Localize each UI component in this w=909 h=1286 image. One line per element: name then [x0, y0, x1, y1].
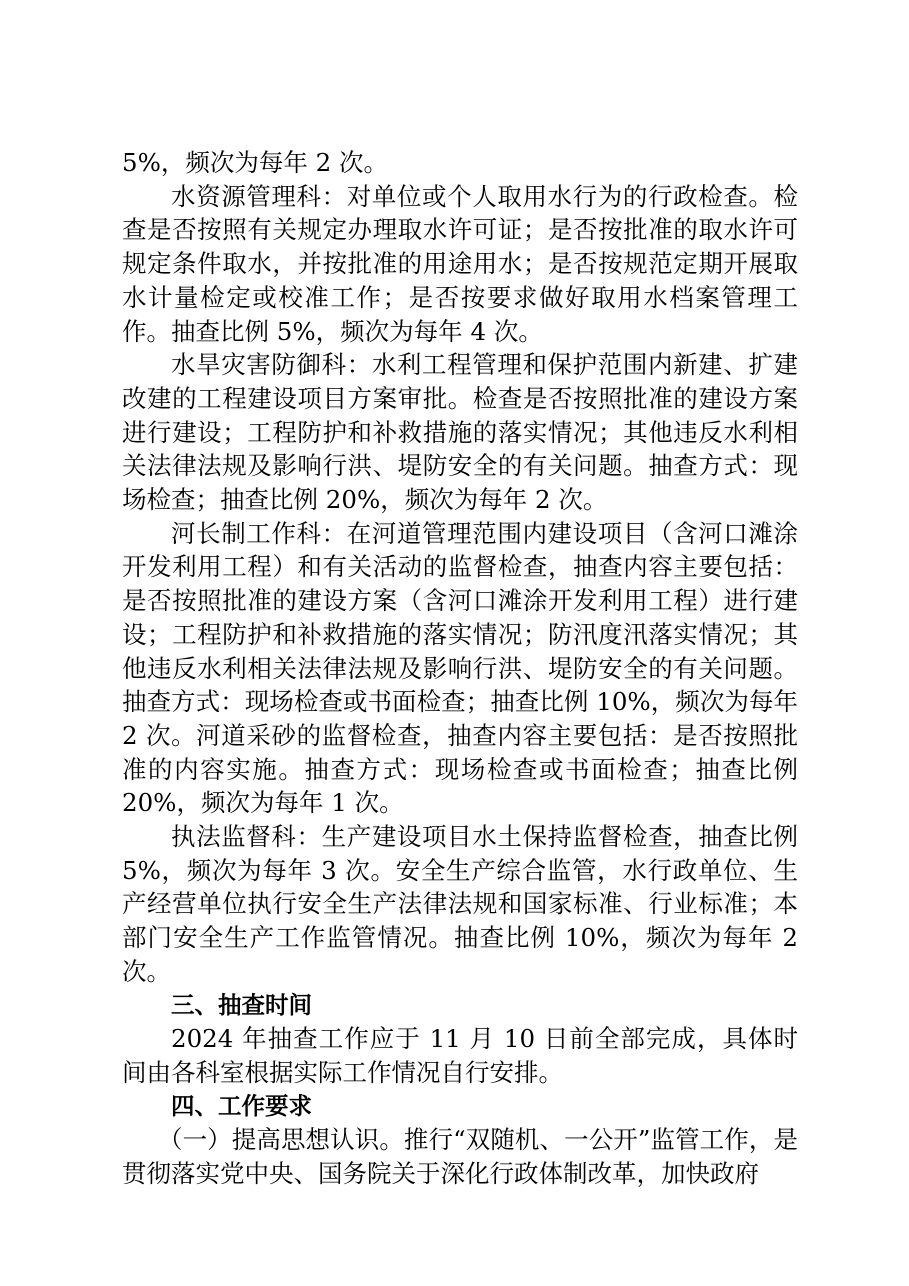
section-heading-requirements: 四、工作要求 [171, 1091, 312, 1120]
paragraph-flood-drought: 水旱灾害防御科：水利工程管理和保护范围内新建、扩建改建的工程建设项目方案审批。检查是否按照批准的建设方案进行建设；工程防护和补救措施的落实情况；其他违反水利相关法律法规及影响行洪、堤防安全的有关问题。抽查方式：现场检查；抽查比例 20%，频次为每年 2 次。 [122, 350, 798, 515]
document-body [122, 146, 798, 1191]
paragraph-river-chief: 河长制工作科：在河道管理范围内建设项目（含河口滩涂开发利用工程）和有关活动的监督检查，抽查内容主要包括：是否按照批准的建设方案（含河口滩涂开发利用工程）进行建设；工程防护和补救措施的落实情况；防汛度汛落实情况；其他违反水利相关法律法规及影响行洪、堤防安全的有关问题。抽查方式：现场检查或书面检查；抽查比例 10%，频次为每年 2 次。河道采砂的监督检查，抽查内容主要包括：是否按照批准的内容实施。抽查方式：现场检查或书面检查；抽查比例 20%，频次为每年 1 次。 [122, 518, 798, 818]
paragraph-continuation: 5%，频次为每年 2 次。 [122, 148, 389, 177]
paragraph-schedule: 2024 年抽查工作应于 11 月 10 日前全部完成，具体时间由各科室根据实际工作情况自行安排。 [122, 1024, 798, 1087]
paragraph-law-enforcement: 执法监督科：生产建设项目水土保持监督检查，抽查比例 5%，频次为每年 3 次。安全生产综合监管，水行政单位、生产经营单位执行安全生产法律法规和国家标准、行业标准；本部门安全生产工作监管情况。抽查比例 10%，频次为每年 2 次。 [122, 822, 798, 986]
paragraph-requirement-1: （一）提高思想认识。推行“双随机、一公开”监管工作，是贯彻落实党中央、国务院关于深化行政体制改革，加快政府 [122, 1125, 798, 1189]
paragraph-water-resources: 水资源管理科：对单位或个人取用水行为的行政检查。检查是否按照有关规定办理取水许可证；是否按批准的取水许可规定条件取水，并按批准的用途用水；是否按规范定期开展取水计量检定或校准工作；是否按要求做好取用水档案管理工作。抽查比例 5%，频次为每年 4 次。 [122, 181, 798, 346]
section-heading-time: 三、抽查时间 [171, 990, 312, 1019]
